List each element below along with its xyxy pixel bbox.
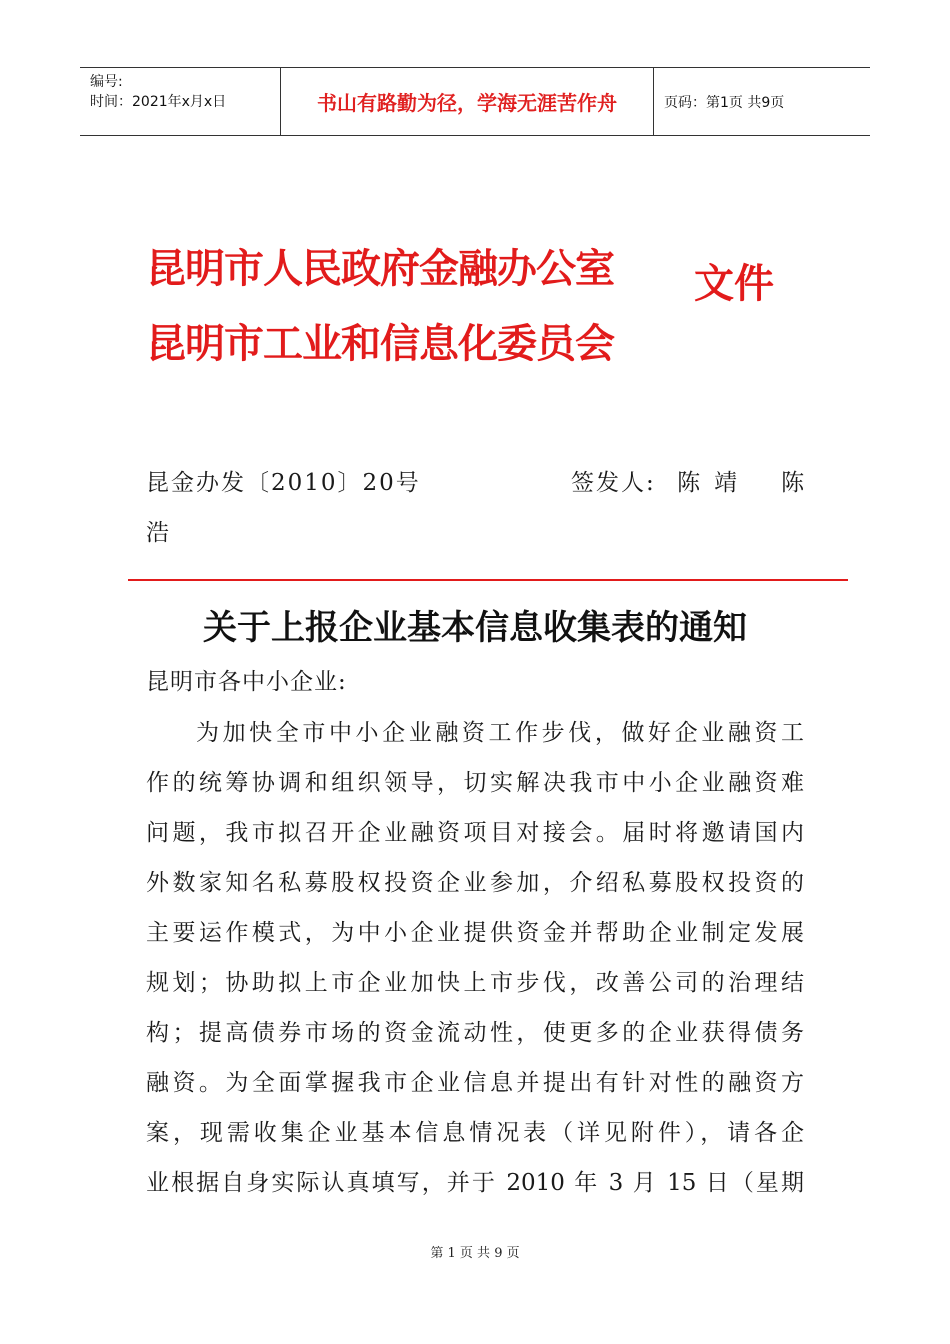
body-line: 问题，我市拟召开企业融资项目对接会。届时将邀请国内 (146, 820, 804, 846)
notice-title-text: 关于上报企业基本信息收集表的通知 (203, 608, 747, 648)
body-line: 为加快全市中小企业融资工作步伐，做好企业融资工 (196, 720, 804, 746)
header-meta-cell (80, 68, 281, 135)
body-line: 规划；协助拟上市企业加快上市步伐，改善公司的治理结 (146, 970, 804, 996)
body-line: 业根据自身实际认真填写，并于 2010 年 3 月 15 日（星期 (146, 1170, 804, 1196)
page-header-table (80, 67, 870, 136)
header-motto: 书山有路勤为径，学海无涯苦作舟 (281, 68, 654, 135)
body-line: 外数家知名私募股权投资企业参加，介绍私募股权投资的 (146, 870, 804, 896)
body-line: 融资。为全面掌握我市企业信息并提出有针对性的融资方 (146, 1070, 804, 1096)
body-line: 案，现需收集企业基本信息情况表（详见附件），请各企 (146, 1120, 804, 1146)
signer-name-2-second: 浩 (146, 520, 169, 546)
header-page-code: 页码：第1页 共9页 (664, 94, 785, 111)
issuer-line-2: 昆明市工业和信息化委员会 (146, 320, 614, 367)
body-line: 构；提高债券市场的资金流动性，使更多的企业获得债务 (146, 1020, 804, 1046)
notice-title (0, 606, 950, 650)
signer-name-2-first: 陈 (781, 470, 807, 496)
salutation: 昆明市各中小企业: (146, 669, 347, 695)
page-footer: 第 1 页 共 9 页 (430, 1246, 520, 1261)
signer-label: 签发人: (571, 470, 656, 496)
body-line: 主要运作模式，为中小企业提供资金并帮助企业制定发展 (146, 920, 804, 946)
issuer-line-1: 昆明市人民政府金融办公室 (146, 245, 614, 292)
document-number: 昆金办发〔2010〕20号 (146, 470, 421, 496)
header-time-label: 时间：2021年x月x日 (90, 94, 227, 110)
header-number-label: 编号: (90, 74, 123, 90)
body-line: 作的统筹协调和组织领导，切实解决我市中小企业融资难 (146, 770, 804, 796)
red-divider (128, 579, 848, 581)
signer-name-1: 陈靖 (677, 470, 752, 496)
issuer-suffix: 文件 (694, 260, 774, 307)
signer-line (571, 468, 806, 498)
